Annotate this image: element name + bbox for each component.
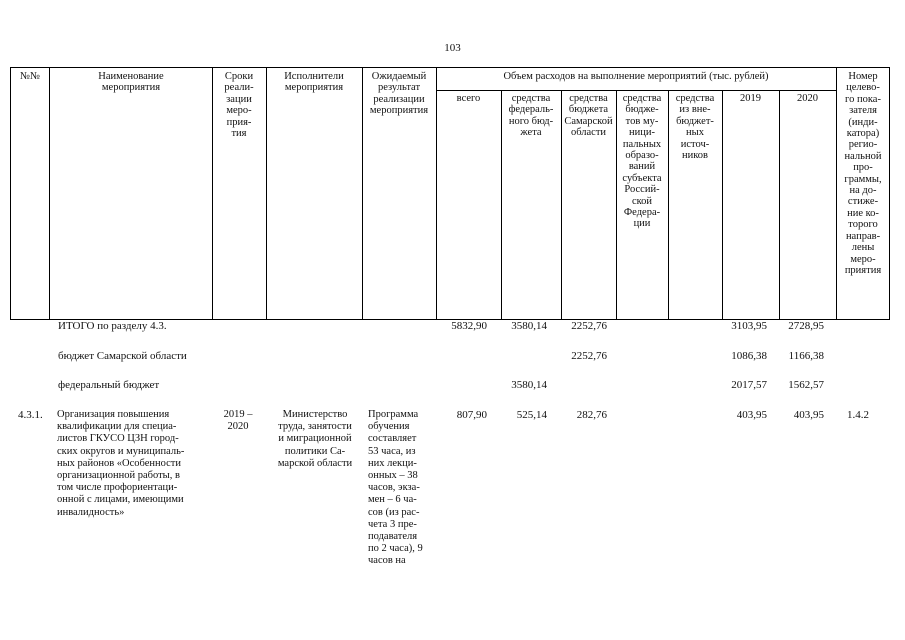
col-divider (266, 68, 267, 319)
item-2020: 403,95 (793, 409, 824, 421)
regional-budget-regional: 2252,76 (571, 350, 607, 362)
total-row-2019: 3103,95 (731, 320, 767, 332)
header-volume: Объем расходов на выполнение мероприятий (тыс. рублей) (503, 71, 769, 82)
header-2020: 2020 (797, 93, 818, 104)
col-divider (436, 68, 437, 319)
header-indicator: Номер целево- го пока- зателя (инди- катора) регио- нальной про- граммы, на до- стиже- ние ко- торого направ- лены меро- приятия (844, 71, 882, 276)
item-expected: Программа обучения составляет 53 часа, из них лекци- онных – 38 часов, экза- мен – 6 ча- сов (из рас- чета 3 пре- подавателя по 2 часа), 9 часов на (368, 409, 423, 567)
col-divider (722, 90, 723, 319)
col-divider (779, 90, 780, 319)
total-row-total: 5832,90 (451, 320, 487, 332)
item-num: 4.3.1. (18, 409, 43, 421)
header-other: средства из вне- бюджет- ных источ- ников (675, 93, 715, 162)
total-row-label: ИТОГО по разделу 4.3. (58, 320, 167, 332)
federal-budget-2019: 2017,57 (731, 379, 767, 391)
item-2019: 403,95 (736, 409, 767, 421)
item-indicator: 1.4.2 (847, 409, 869, 421)
header-num: №№ (19, 71, 41, 82)
header-municipal: средства бюдже- тов му- ници- пальных образо- ваний субъекта Россий- ской Федера- ции (622, 93, 662, 230)
table-header (10, 67, 890, 320)
regional-budget-2019: 1086,38 (731, 350, 767, 362)
total-row-regional: 2252,76 (571, 320, 607, 332)
header-regional: средства бюджета Самарской области (564, 93, 613, 139)
header-expected: Ожидаемый результат реализации мероприятия (369, 71, 429, 117)
total-row-2020: 2728,95 (788, 320, 824, 332)
header-terms: Сроки реали- зации меро- прия- тия (224, 71, 254, 140)
federal-budget-2020: 1562,57 (788, 379, 824, 391)
item-total: 807,90 (456, 409, 487, 421)
col-divider (362, 68, 363, 319)
item-regional: 282,76 (576, 409, 607, 421)
item-terms: 2019 – 2020 (223, 409, 253, 433)
item-federal: 525,14 (516, 409, 547, 421)
regional-budget-label: бюджет Самарской области (58, 350, 187, 362)
header-federal: средства федераль- ного бюд- жета (508, 93, 554, 139)
header-executors: Исполнители мероприятия (284, 71, 344, 94)
header-divider (436, 90, 836, 91)
total-row-federal: 3580,14 (511, 320, 547, 332)
page-number: 103 (444, 42, 461, 54)
federal-budget-federal: 3580,14 (511, 379, 547, 391)
item-executors: Министерство труда, занятости и миграционной политики Са- марской области (277, 409, 353, 469)
regional-budget-2020: 1166,38 (788, 350, 824, 362)
header-2019: 2019 (740, 93, 761, 104)
col-divider (49, 68, 50, 319)
header-name: Наименование мероприятия (98, 71, 164, 94)
header-total: всего (456, 93, 481, 104)
federal-budget-label: федеральный бюджет (58, 379, 160, 391)
item-name: Организация повышения квалификации для специа- листов ГКУСО ЦЗН город- ских округов и муниципаль- ных районов «Особенности организационной работы, в том числе профориентаци- онной с лицами, имеющими инвалидность» (57, 409, 185, 518)
